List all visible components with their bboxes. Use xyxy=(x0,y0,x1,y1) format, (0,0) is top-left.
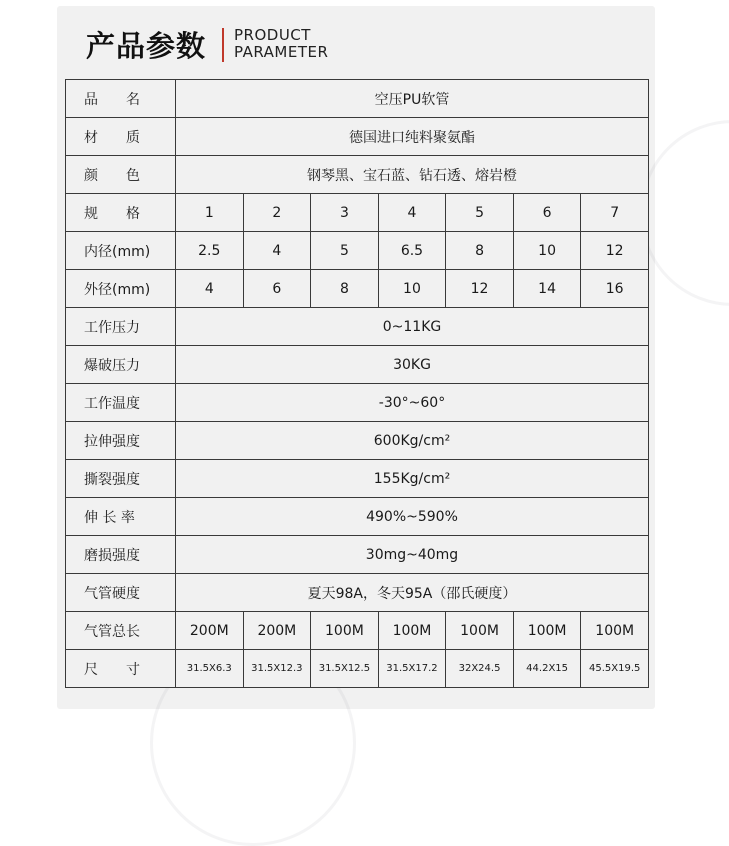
table-row xyxy=(66,194,649,232)
row-value: 30mg~40mg xyxy=(176,536,649,574)
row-cell: 6.5 xyxy=(378,232,446,270)
row-cell: 100M xyxy=(581,612,649,650)
row-cell: 6 xyxy=(243,270,311,308)
row-cell: 10 xyxy=(513,232,581,270)
row-cell: 1 xyxy=(176,194,244,232)
row-cell: 6 xyxy=(513,194,581,232)
table-row xyxy=(66,612,649,650)
row-label: 工作温度 xyxy=(66,384,176,422)
row-value: 夏天98A，冬天95A（邵氏硬度） xyxy=(176,574,649,612)
row-label: 品 名 xyxy=(66,80,176,118)
row-cell: 200M xyxy=(243,612,311,650)
row-cell: 100M xyxy=(513,612,581,650)
row-cell: 5 xyxy=(446,194,514,232)
row-value: 德国进口纯料聚氨酯 xyxy=(176,118,649,156)
table-row xyxy=(66,156,649,194)
row-value: 30KG xyxy=(176,346,649,384)
row-value: 0~11KG xyxy=(176,308,649,346)
row-cell: 45.5X19.5 xyxy=(581,650,649,688)
row-cell: 31.5X6.3 xyxy=(176,650,244,688)
row-cell: 4 xyxy=(176,270,244,308)
row-label: 尺 寸 xyxy=(66,650,176,688)
row-label: 气管硬度 xyxy=(66,574,176,612)
row-label: 伸 长 率 xyxy=(66,498,176,536)
row-label: 磨损强度 xyxy=(66,536,176,574)
row-label: 规 格 xyxy=(66,194,176,232)
parameter-table xyxy=(65,79,649,688)
table-row xyxy=(66,346,649,384)
row-label: 撕裂强度 xyxy=(66,460,176,498)
row-label: 气管总长 xyxy=(66,612,176,650)
table-row xyxy=(66,232,649,270)
table-row xyxy=(66,422,649,460)
header-title-cn: 产品参数 xyxy=(86,29,207,63)
row-label: 工作压力 xyxy=(66,308,176,346)
table-row xyxy=(66,460,649,498)
row-cell: 44.2X15 xyxy=(513,650,581,688)
row-cell: 7 xyxy=(581,194,649,232)
header-title-en-line1: PRODUCT xyxy=(234,26,311,44)
row-label: 爆破压力 xyxy=(66,346,176,384)
header-title-en xyxy=(234,27,328,61)
table-row xyxy=(66,308,649,346)
row-value: 空压PU软管 xyxy=(176,80,649,118)
header-accent-bar xyxy=(222,28,224,62)
row-cell: 8 xyxy=(446,232,514,270)
row-cell: 4 xyxy=(243,232,311,270)
row-cell: 5 xyxy=(311,232,379,270)
row-label: 拉伸强度 xyxy=(66,422,176,460)
row-value: 490%~590% xyxy=(176,498,649,536)
row-cell: 100M xyxy=(311,612,379,650)
row-label: 外径(mm) xyxy=(66,270,176,308)
row-value: -30°~60° xyxy=(176,384,649,422)
row-label: 内径(mm) xyxy=(66,232,176,270)
row-cell: 31.5X17.2 xyxy=(378,650,446,688)
row-cell: 32X24.5 xyxy=(446,650,514,688)
row-cell: 4 xyxy=(378,194,446,232)
row-label: 材 质 xyxy=(66,118,176,156)
table-row xyxy=(66,498,649,536)
row-cell: 10 xyxy=(378,270,446,308)
row-cell: 31.5X12.5 xyxy=(311,650,379,688)
header-title-en-line2: PARAMETER xyxy=(234,43,329,61)
table-row xyxy=(66,536,649,574)
row-cell: 100M xyxy=(378,612,446,650)
row-cell: 3 xyxy=(311,194,379,232)
row-cell: 12 xyxy=(581,232,649,270)
row-cell: 2.5 xyxy=(176,232,244,270)
row-value: 钢琴黑、宝石蓝、钻石透、熔岩橙 xyxy=(176,156,649,194)
table-row xyxy=(66,80,649,118)
table-row xyxy=(66,650,649,688)
row-label: 颜 色 xyxy=(66,156,176,194)
table-row xyxy=(66,574,649,612)
row-cell: 2 xyxy=(243,194,311,232)
row-cell: 200M xyxy=(176,612,244,650)
row-value: 600Kg/cm² xyxy=(176,422,649,460)
table-row xyxy=(66,118,649,156)
row-value: 155Kg/cm² xyxy=(176,460,649,498)
row-cell: 100M xyxy=(446,612,514,650)
row-cell: 8 xyxy=(311,270,379,308)
table-row xyxy=(66,384,649,422)
row-cell: 31.5X12.3 xyxy=(243,650,311,688)
row-cell: 12 xyxy=(446,270,514,308)
row-cell: 14 xyxy=(513,270,581,308)
table-row xyxy=(66,270,649,308)
row-cell: 16 xyxy=(581,270,649,308)
